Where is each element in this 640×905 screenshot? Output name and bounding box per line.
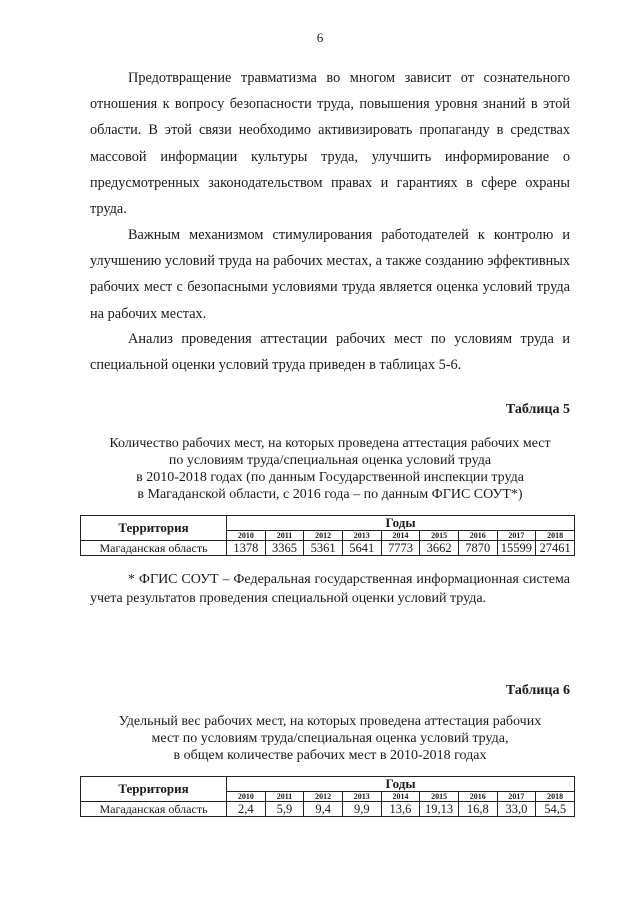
table5-header-years: Годы	[227, 516, 575, 531]
page-number: 6	[316, 30, 324, 45]
table6-caption-line: Удельный вес рабочих мест, на которых проведена аттестация рабочих	[118, 714, 542, 729]
table6-cell: 54,5	[536, 802, 575, 817]
table5-header-territory: Территория	[81, 516, 227, 541]
paragraph-analysis: Анализ проведения аттестации рабочих мест по условиям труда и специальной оценки условий труда приведен в таблицах 5-6.	[90, 331, 570, 374]
table6-cell: 5,9	[265, 802, 304, 817]
table5-year: 2017	[497, 531, 536, 541]
table6-year: 2011	[265, 792, 304, 802]
table6-cell: 16,8	[458, 802, 497, 817]
table6-cell: 2,4	[227, 802, 266, 817]
table5-row-name: Магаданская область	[81, 541, 227, 556]
table6-header-years: Годы	[227, 777, 575, 792]
table6-cell: 13,6	[381, 802, 420, 817]
table5-cell: 15599	[497, 541, 536, 556]
table6-caption	[80, 713, 580, 764]
table5-caption-line: в 2010-2018 годах (по данным Государственной инспекции труда	[136, 470, 524, 485]
table5-year: 2014	[381, 531, 420, 541]
table6-year: 2018	[536, 792, 575, 802]
paragraph-injury-prevention: Предотвращение травматизма во многом зависит от сознательного отношения к вопросу безопасности труда, повышения уровня знаний в этой области. В этой связи необходимо активизировать пропаганду в средствах массовой информации культуры труда, улучшить информирование о предусмотренных законодательством правах и гарантиях в сфере охраны труда.	[90, 70, 570, 218]
table5-caption-line: в Магаданской области, с 2016 года – по данным ФГИС СОУТ*)	[137, 487, 523, 502]
table5-caption-line: Количество рабочих мест, на которых проведена аттестация рабочих мест	[109, 436, 551, 451]
table5-cell: 7870	[458, 541, 497, 556]
table5-year: 2013	[342, 531, 381, 541]
table5-cell: 3365	[265, 541, 304, 556]
table6-cell: 9,4	[304, 802, 343, 817]
table5-cell: 5641	[342, 541, 381, 556]
table6-year: 2013	[342, 792, 381, 802]
table5	[80, 515, 575, 556]
table6-header-territory: Территория	[81, 777, 227, 802]
table5-year: 2015	[420, 531, 459, 541]
table6-year: 2010	[227, 792, 266, 802]
table5-year: 2016	[458, 531, 497, 541]
table6	[80, 776, 575, 817]
table6-cell: 33,0	[497, 802, 536, 817]
paragraph-incentive-mechanism: Важным механизмом стимулирования работодателей к контролю и улучшению условий труда на рабочих местах, а также созданию эффективных рабочих мест с безопасными условиями труда является оценка условий труда на рабочих местах.	[90, 227, 570, 322]
table5-label: Таблица 5	[505, 402, 570, 417]
table5-cell: 3662	[420, 541, 459, 556]
table6-caption-line: мест по условиям труда/специальная оценка условий труда,	[151, 731, 509, 746]
table5-year: 2011	[265, 531, 304, 541]
footnote-fgis-sout: * ФГИС СОУТ – Федеральная государственная информационная система учета результатов проведения специальной оценки условий труда.	[90, 572, 570, 606]
table5-cell: 1378	[227, 541, 266, 556]
table6-year: 2016	[458, 792, 497, 802]
table5-row	[81, 541, 575, 556]
table6-label: Таблица 6	[505, 683, 570, 698]
table6-caption-line: в общем количестве рабочих мест в 2010-2018 годах	[173, 748, 487, 763]
table5-caption-line: по условиям труда/специальная оценка условий труда	[168, 453, 492, 468]
table6-year: 2014	[381, 792, 420, 802]
table5-caption	[80, 435, 580, 503]
table6-row	[81, 802, 575, 817]
table6-row-name: Магаданская область	[81, 802, 227, 817]
table6-year: 2012	[304, 792, 343, 802]
table5-cell: 7773	[381, 541, 420, 556]
table6-cell: 9,9	[342, 802, 381, 817]
table5-year: 2012	[304, 531, 343, 541]
table5-year: 2018	[536, 531, 575, 541]
table5-cell: 27461	[536, 541, 575, 556]
table5-year: 2010	[227, 531, 266, 541]
table6-year: 2015	[420, 792, 459, 802]
table6-year: 2017	[497, 792, 536, 802]
table5-cell: 5361	[304, 541, 343, 556]
table6-cell: 19,13	[420, 802, 459, 817]
